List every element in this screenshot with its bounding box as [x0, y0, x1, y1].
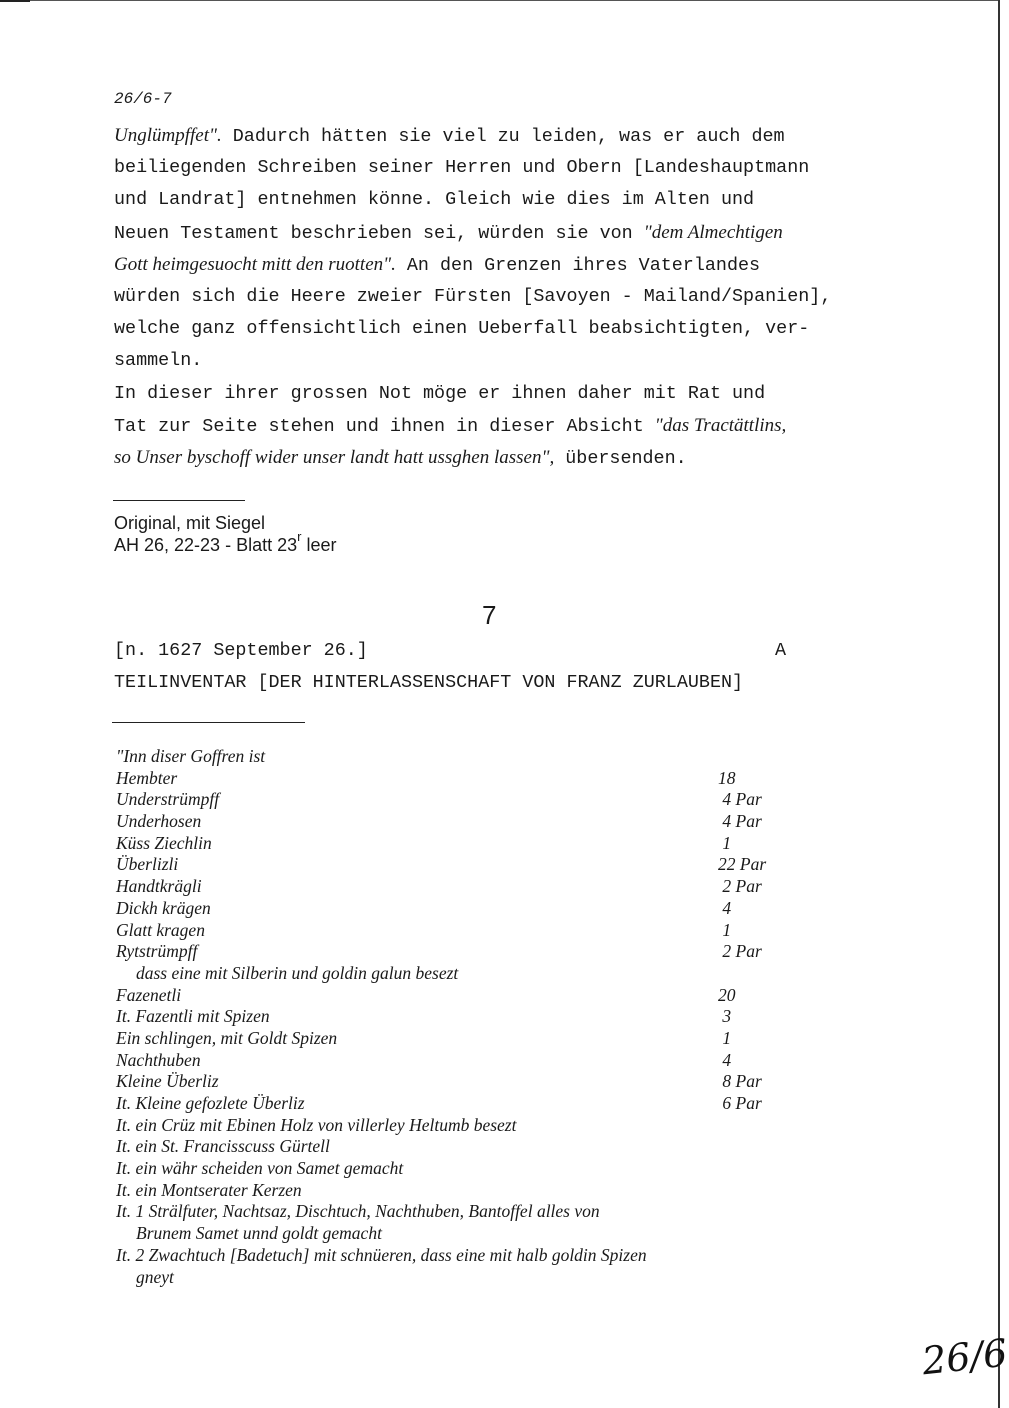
inventory-item: It. ein währ scheiden von Samet gemacht: [116, 1158, 404, 1179]
inventory-row: [116, 920, 876, 942]
body-text: und Landrat] entnehmen könne. Gleich wie dies im Alten und: [114, 189, 755, 211]
inventory-row: [116, 898, 876, 920]
source-line-2-tail: leer: [301, 535, 337, 555]
page-frame-top: [0, 0, 1000, 1]
paragraph-line: [114, 249, 831, 281]
inventory-row: [116, 1006, 876, 1028]
inventory-item: Underhosen: [116, 811, 202, 832]
inventory-quantity: 1: [718, 832, 732, 853]
inventory-item: It. ein Montserater Kerzen: [116, 1179, 302, 1200]
quoted-text: "dem Almechtigen: [643, 221, 783, 243]
inventory-row: [116, 1180, 876, 1202]
summary-paragraph: [114, 120, 831, 474]
inventory-item: Überlizli: [116, 854, 179, 875]
inventory-row: [116, 1050, 876, 1072]
quoted-text: so Unser byschoff wider unser landt hatt ussghen lassen",: [114, 446, 555, 468]
document-date: [n. 1627 September 26.]: [114, 640, 368, 661]
inventory-quantity: 22 Par: [718, 854, 767, 875]
inventory-item: gneyt: [136, 1266, 174, 1287]
inventory-row: [116, 1071, 876, 1093]
inventory-quantity: 1: [718, 919, 732, 940]
inventory-row: [116, 1028, 876, 1050]
inventory-quantity: 2 Par: [718, 941, 762, 962]
document-number: 7: [482, 600, 497, 630]
inventory-row: [116, 854, 876, 876]
inventory-row: [116, 1223, 876, 1245]
document-title: TEILINVENTAR [DER HINTERLASSENSCHAFT VON FRANZ ZURLAUBEN]: [114, 672, 744, 693]
inventory-row: [116, 768, 876, 790]
inventory-row: [116, 876, 876, 898]
body-text: An den Grenzen ihres Vaterlandes: [395, 254, 761, 276]
quoted-text: Unglümpffet".: [114, 125, 222, 146]
paragraph-line: [114, 152, 831, 184]
inventory-row: [116, 1201, 876, 1223]
inventory-row: [116, 833, 876, 855]
inventory-row: [116, 941, 876, 963]
quoted-text: Gott heimgesuocht mitt den ruotten".: [114, 253, 396, 275]
inventory-item: It. 2 Zwachtuch [Badetuch] mit schnüeren, dass eine mit halb goldin Spizen: [116, 1244, 647, 1265]
inventory-row: [116, 1093, 876, 1115]
page-corner-mark: [0, 0, 30, 5]
inventory-item: It. ein Crüz mit Ebinen Holz von villerley Heltumb besezt: [116, 1114, 517, 1135]
inventory-row: [116, 811, 876, 833]
inventory-row: [116, 746, 876, 768]
inventory-item: Understrümpff: [116, 789, 220, 810]
inventory-quantity: 4 Par: [718, 789, 762, 810]
source-line-2-main: AH 26, 22-23 - Blatt 23: [114, 535, 298, 555]
inventory-row: [116, 1245, 876, 1267]
body-text: Neuen Testament beschrieben sei, würden sie von: [114, 222, 644, 244]
source-line-2: [114, 529, 337, 558]
inventory-list: [116, 746, 876, 1288]
inventory-quantity: 3: [718, 1006, 732, 1027]
body-text: Tat zur Seite stehen und ihnen in dieser Absicht: [114, 415, 655, 437]
inventory-item: It. 1 Strälfuter, Nachtsaz, Dischtuch, Nachthuben, Bantoffel alles von: [116, 1201, 600, 1222]
inventory-item: Brunem Samet unnd goldt gemacht: [136, 1223, 382, 1244]
inventory-quantity: 4: [718, 1049, 732, 1070]
inventory-item: dass eine mit Silberin und goldin galun besezt: [136, 962, 459, 983]
inventory-row: [116, 1115, 876, 1137]
paragraph-line: [114, 442, 831, 474]
body-text: welche ganz offensichtlich einen Ueberfall beabsichtigten, ver-: [114, 318, 810, 340]
paragraph-line: [114, 345, 831, 377]
inventory-row: [116, 1158, 876, 1180]
inventory-quantity: 8 Par: [718, 1071, 762, 1092]
separator-rule: [113, 500, 245, 501]
inventory-quantity: 2 Par: [718, 876, 762, 897]
inventory-item: Küss Ziechlin: [116, 832, 212, 853]
page-frame-right: [998, 0, 1000, 1408]
inventory-item: "Inn diser Goffren ist: [116, 746, 266, 766]
handwritten-page-note: 26/6: [919, 1330, 1009, 1384]
body-text: sammeln.: [114, 350, 203, 372]
paragraph-line: [114, 378, 831, 410]
inventory-row: [116, 1267, 876, 1289]
inventory-quantity: 18: [718, 767, 736, 788]
body-text: übersenden.: [554, 447, 687, 469]
body-text: In dieser ihrer grossen Not möge er ihnen daher mit Rat und: [114, 382, 766, 404]
body-text: beiliegenden Schreiben seiner Herren und Obern [Landeshauptmann: [114, 157, 810, 179]
inventory-row: [116, 985, 876, 1007]
inventory-item: Glatt kragen: [116, 919, 205, 940]
inventory-item: Dickh krägen: [116, 897, 211, 918]
page-reference: 26/6-7: [114, 90, 172, 108]
quoted-text: "das Tractättlins,: [654, 414, 787, 436]
inventory-quantity: 20: [718, 984, 736, 1005]
inventory-item: It. Fazentli mit Spizen: [116, 1006, 270, 1027]
inventory-quantity: 4: [718, 897, 732, 918]
inventory-quantity: 1: [718, 1027, 732, 1048]
inventory-quantity: 6 Par: [718, 1093, 762, 1113]
title-separator-rule: [112, 722, 305, 723]
inventory-row: [116, 789, 876, 811]
inventory-item: Kleine Überliz: [116, 1071, 219, 1092]
paragraph-line: [114, 184, 831, 216]
inventory-row: [116, 963, 876, 985]
inventory-row: [116, 1136, 876, 1158]
inventory-item: It. ein St. Francisscuss Gürtell: [116, 1136, 330, 1157]
body-text: würden sich die Heere zweier Fürsten [Savoyen - Mailand/Spanien],: [114, 285, 832, 307]
paragraph-line: [114, 217, 831, 249]
inventory-item: Fazenetli: [116, 984, 182, 1005]
inventory-quantity: 4 Par: [718, 811, 762, 832]
inventory-item: It. Kleine gefozlete Überliz: [116, 1093, 305, 1113]
inventory-item: Rytstrümpff: [116, 941, 198, 962]
inventory-item: Ein schlingen, mit Goldt Spizen: [116, 1027, 338, 1048]
paragraph-line: [114, 410, 831, 442]
inventory-item: Nachthuben: [116, 1049, 201, 1070]
source-line-1: Original, mit Siegel: [114, 513, 266, 533]
source-line-2-superscript: r: [297, 529, 302, 544]
paragraph-line: [114, 313, 831, 345]
inventory-item: Hembter: [116, 767, 178, 788]
body-text: Dadurch hätten sie viel zu leiden, was er auch dem: [221, 126, 785, 147]
inventory-item: Handtkrägli: [116, 876, 202, 897]
document-letter: A: [775, 640, 787, 661]
paragraph-line: [114, 120, 831, 152]
paragraph-line: [114, 281, 831, 313]
